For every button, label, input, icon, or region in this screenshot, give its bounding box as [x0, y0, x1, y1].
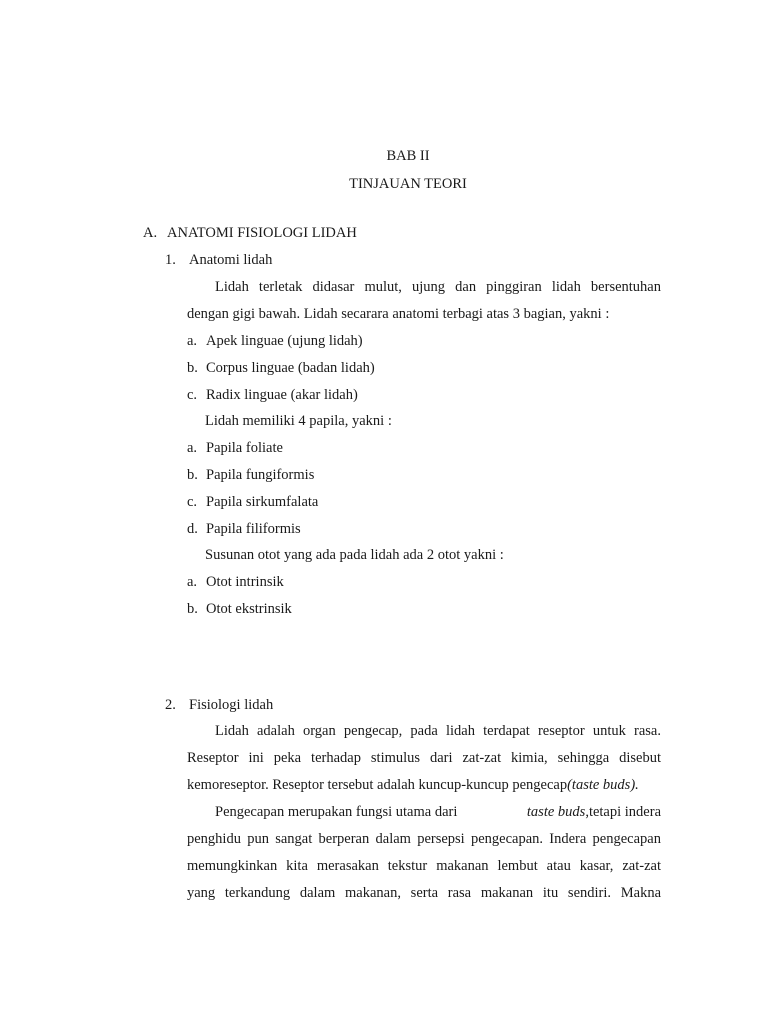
sub2-p1-line2: Reseptor ini peka terhadap stimulus dari zat-zat kimia, sehingga disebut — [187, 750, 661, 766]
sub1-title: Anatomi lidah — [189, 252, 273, 268]
section-a-heading — [143, 224, 357, 242]
sub2-p1-line1: Lidah adalah organ pengecap, pada lidah terdapat reseptor untuk rasa. — [215, 723, 661, 739]
taste-buds-term: taste buds — [526, 804, 586, 820]
otot-intro: Susunan otot yang ada pada lidah ada 2 otot yakni : — [205, 547, 504, 563]
sub1-para1-line1: Lidah terletak didasar mulut, ujung dan pinggiran lidah bersentuhan — [215, 279, 661, 295]
list-item: c. Radix linguae (akar lidah) — [187, 387, 358, 403]
sub2-p1-line3: kemoreseptor. Reseptor tersebut adalah kuncup-kuncup pengecap(taste buds). — [187, 777, 639, 793]
list-item: b. Otot ekstrinsik — [187, 601, 292, 617]
sub2-p2-line1: Pengecapan merupakan fungsi utama dari taste buds,tetapi indera — [215, 804, 661, 820]
list-item: a. Apek linguae (ujung lidah) — [187, 333, 363, 349]
papila-intro: Lidah memiliki 4 papila, yakni : — [205, 413, 392, 429]
sub2-p2-line2: penghidu pun sangat berperan dalam persepsi pengecapan. Indera pengecapan — [187, 831, 661, 847]
sub2-p2-line4: yang terkandung dalam makanan, serta rasa makanan itu sendiri. Makna — [187, 885, 661, 901]
sub1-marker: 1. — [165, 252, 176, 268]
sub2-heading — [165, 696, 273, 714]
section-a-title: ANATOMI FISIOLOGI LIDAH — [167, 225, 357, 241]
list-item: c. Papila sirkumfalata — [187, 494, 319, 510]
chapter-title: TINJAUAN TEORI — [349, 176, 467, 192]
sub1-heading — [165, 251, 272, 269]
list-item: b. Corpus linguae (badan lidah) — [187, 360, 375, 376]
list-item: a. Otot intrinsik — [187, 574, 284, 590]
sub2-marker: 2. — [165, 697, 176, 713]
list-item: a. Papila foliate — [187, 440, 283, 456]
chapter-heading: BAB II — [386, 148, 430, 164]
sub1-para1-line2: dengan gigi bawah. Lidah secarara anatomi terbagi atas 3 bagian, yakni : — [187, 306, 610, 322]
sub2-p2-line3: memungkinkan kita merasakan tekstur makanan lembut atau kasar, zat-zat — [187, 858, 661, 874]
list-item: d. Papila filiformis — [187, 521, 301, 537]
sub2-title: Fisiologi lidah — [189, 697, 274, 713]
taste-buds-term: (taste buds). — [567, 777, 639, 793]
section-a-marker: A. — [143, 225, 158, 241]
list-item: b. Papila fungiformis — [187, 467, 315, 483]
